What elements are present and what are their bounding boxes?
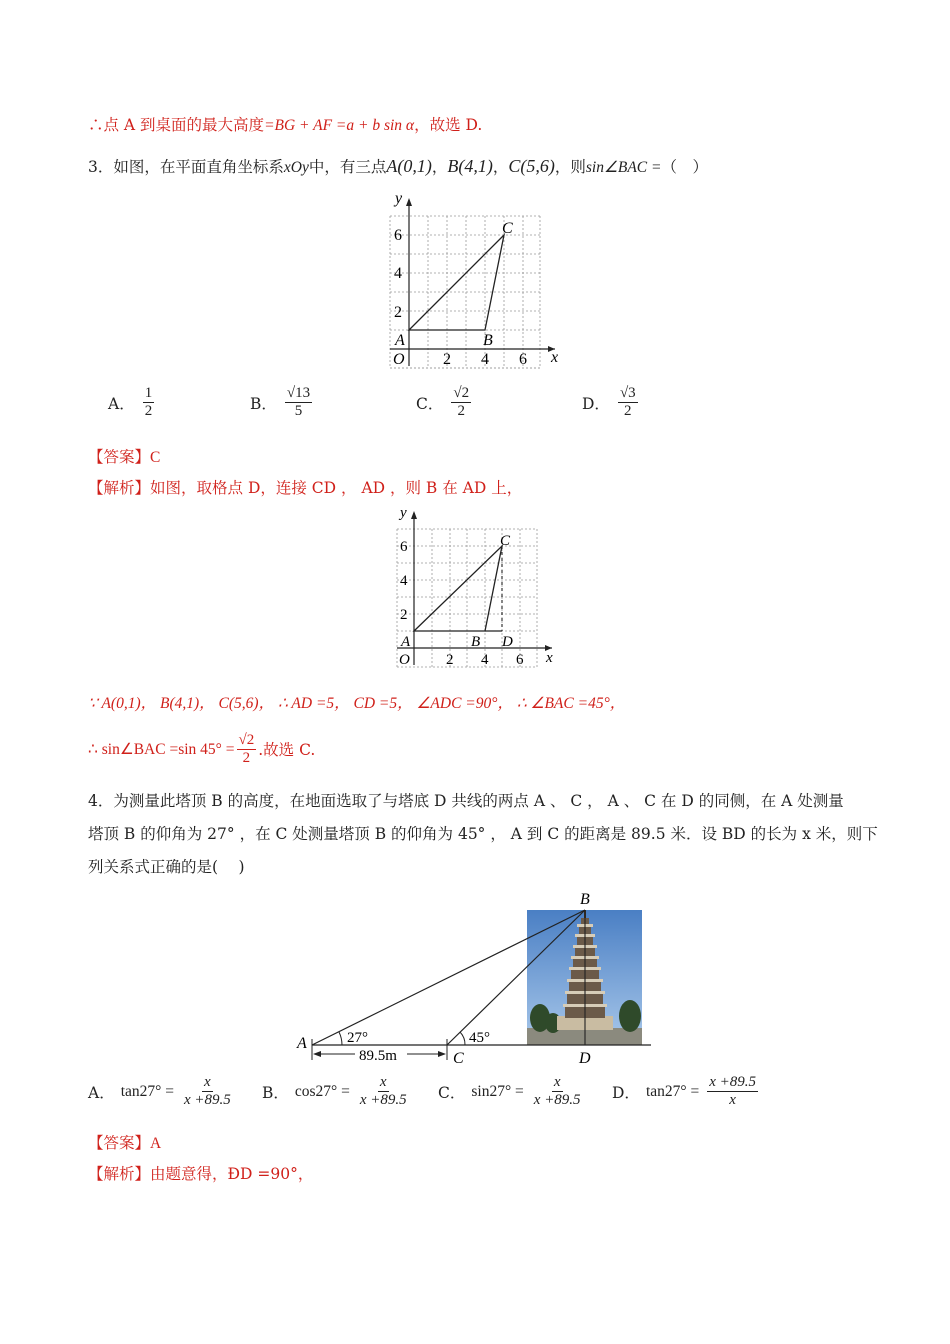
point-a-label: A (401, 634, 411, 650)
conclusion-expr: =BG + AF =a + b sin α (264, 117, 415, 134)
q3-option-c[interactable] (416, 385, 473, 420)
q3-option-b[interactable] (250, 385, 314, 420)
y-label: y (400, 505, 407, 521)
analysis-text: ∴ sin∠BAC =sin 45° = (88, 740, 235, 758)
numerator: x +89.5 (709, 1074, 756, 1090)
q3-graph-2 (392, 503, 562, 675)
q3-point-a: A(0,1) (386, 156, 432, 176)
y-tick-2: 2 (394, 304, 402, 321)
q4-analysis-1 (88, 1163, 313, 1185)
point-a-label: A (395, 332, 405, 349)
denominator: x +89.5 (533, 1092, 581, 1108)
analysis-tag: 【解析】 (88, 479, 151, 497)
q3-point-c: C(5,6) (508, 156, 555, 176)
y-tick-6: 6 (394, 227, 402, 244)
option-label: B． (262, 1083, 289, 1102)
q3-text-a: 如图，在平面直角坐标系 (113, 158, 284, 176)
q3-analysis-3 (88, 732, 315, 767)
answer-value: C (150, 449, 161, 466)
angle-a-label: 27° (347, 1030, 368, 1046)
q4-stem-2 (88, 823, 878, 845)
option-fraction (532, 1074, 583, 1109)
q3-analysis-2 (88, 692, 625, 715)
denominator: 2 (242, 750, 251, 766)
analysis-text: ∵ A(0,1)， B(4,1)， C(5,6)， ∴ AD =5， CD =5， ∠ADC =90°， ∴ ∠BAC =45°， (88, 695, 626, 712)
answer-tag: 【答案】 (88, 1134, 151, 1152)
denominator: 2 (624, 403, 632, 419)
q3-graph-1 (385, 188, 565, 373)
option-fraction (285, 385, 312, 420)
x-tick-6: 6 (519, 351, 527, 368)
q4-answer (88, 1132, 161, 1155)
option-label: C． (438, 1083, 466, 1102)
x-tick-4: 4 (481, 351, 489, 368)
q3-paren: （ ） (661, 158, 708, 176)
y-tick-6: 6 (400, 539, 408, 555)
option-function: tan27° = (120, 1082, 174, 1100)
numerator: 1 (144, 385, 153, 401)
conclusion-suffix: ，故选 D. (414, 116, 483, 134)
point-c-label: C (502, 220, 513, 237)
label-d: D (579, 1050, 591, 1067)
option-fraction (182, 1074, 233, 1109)
numerator: √3 (619, 385, 636, 401)
option-label: D． (582, 394, 610, 413)
denominator: 5 (294, 403, 303, 419)
point-b-label: B (471, 634, 481, 650)
answer-tag: 【答案】 (88, 448, 151, 466)
option-function: sin27° = (471, 1082, 524, 1100)
q3-number: 3． (88, 158, 114, 176)
y-tick-4: 4 (394, 265, 402, 282)
numerator: √13 (286, 385, 311, 401)
option-fraction (143, 385, 155, 420)
q3-xoy: xOy (283, 159, 309, 176)
x-tick-2: 2 (446, 652, 454, 668)
q4-number: 4． (88, 792, 114, 810)
q3-analysis-1 (88, 477, 522, 499)
q4-option-a[interactable] (88, 1074, 235, 1109)
x-tick-2: 2 (443, 351, 451, 368)
numerator: x (553, 1074, 561, 1090)
analysis-text: 由题意得，ÐD =90°， (150, 1165, 314, 1183)
option-label: B． (250, 394, 277, 413)
q3-text-c: ，则 (554, 158, 586, 176)
option-label: A． (108, 394, 135, 413)
numerator: √2 (453, 385, 470, 401)
denominator: x (729, 1092, 736, 1108)
q4-text: 塔顶 B 的仰角为 27° ，在 C 处测量塔顶 B 的仰角为 45° ， A 到 C 的距离是 89.5 米．设 BD 的长为 x 米，则下 (88, 825, 878, 843)
q4-figure (295, 888, 655, 1068)
option-label: A． (88, 1083, 115, 1102)
q3-text-b: 中，有三点 (308, 158, 387, 176)
angle-c-label: 45° (469, 1030, 490, 1046)
denominator: 2 (457, 403, 465, 419)
x-label: x (546, 650, 553, 666)
point-d-label: D (502, 634, 513, 650)
point-b-label: B (483, 332, 493, 349)
conclusion-line (88, 114, 482, 137)
label-b: B (580, 891, 590, 908)
q3-option-a[interactable] (108, 385, 156, 420)
y-tick-4: 4 (400, 573, 408, 589)
option-fraction (451, 385, 471, 420)
label-c: C (453, 1050, 464, 1067)
answer-value: A (150, 1135, 162, 1152)
option-function: cos27° = (294, 1082, 350, 1100)
denominator: 2 (144, 403, 153, 419)
numerator: √2 (238, 732, 255, 748)
option-fraction (707, 1074, 758, 1109)
y-tick-2: 2 (400, 607, 408, 623)
numerator: x (379, 1074, 387, 1090)
q4-option-c[interactable] (438, 1074, 585, 1109)
triangle-abc (409, 235, 504, 330)
option-fraction (618, 385, 638, 420)
x-tick-6: 6 (516, 652, 524, 668)
numerator: x (204, 1074, 211, 1090)
denominator: x +89.5 (359, 1092, 407, 1108)
denominator: x +89.5 (183, 1092, 231, 1108)
analysis-text-end: .故选 C. (258, 740, 316, 759)
q3-option-d[interactable] (582, 385, 640, 420)
analysis-fraction (237, 732, 257, 767)
q4-option-b[interactable] (262, 1074, 411, 1109)
conclusion-prefix: ∴点 A 到桌面的最大高度 (88, 116, 265, 134)
analysis-text: 如图，取格点 D，连接 CD ， AD ，则 B 在 AD 上， (150, 479, 523, 497)
option-function: tan27° = (645, 1082, 700, 1100)
option-fraction (358, 1074, 409, 1109)
distance-label: 89.5m (359, 1048, 397, 1064)
origin-label: O (393, 351, 405, 368)
x-label: x (551, 349, 559, 366)
analysis-tag: 【解析】 (88, 1165, 151, 1183)
q4-stem-1 (88, 790, 844, 812)
triangle-abc (414, 546, 502, 631)
origin-label: O (399, 652, 410, 668)
x-tick-4: 4 (481, 652, 489, 668)
point-c-label: C (500, 533, 511, 549)
q4-text: 列关系式正确的是( ) (88, 858, 245, 876)
q3-point-b: B(4,1) (447, 156, 493, 176)
q3-ask: sin∠BAC = (585, 159, 662, 176)
option-label: C． (416, 394, 444, 413)
q3-answer (88, 446, 160, 469)
q4-text: 为测量此塔顶 B 的高度，在地面选取了与塔底 D 共线的两点 A 、 C ， A 、 C 在 D 的同侧，在 A 处测量 (113, 792, 844, 810)
option-label: D． (612, 1083, 640, 1102)
q3-stem: 3．如图，在平面直角坐标系xOy中，有三点A(0,1)，B(4,1)，C(5,6)，则sin∠BAC =（ ） (88, 156, 708, 176)
y-label: y (395, 190, 403, 207)
label-a: A (297, 1035, 307, 1052)
q4-option-d[interactable] (612, 1074, 760, 1109)
q4-stem-3 (88, 856, 245, 878)
